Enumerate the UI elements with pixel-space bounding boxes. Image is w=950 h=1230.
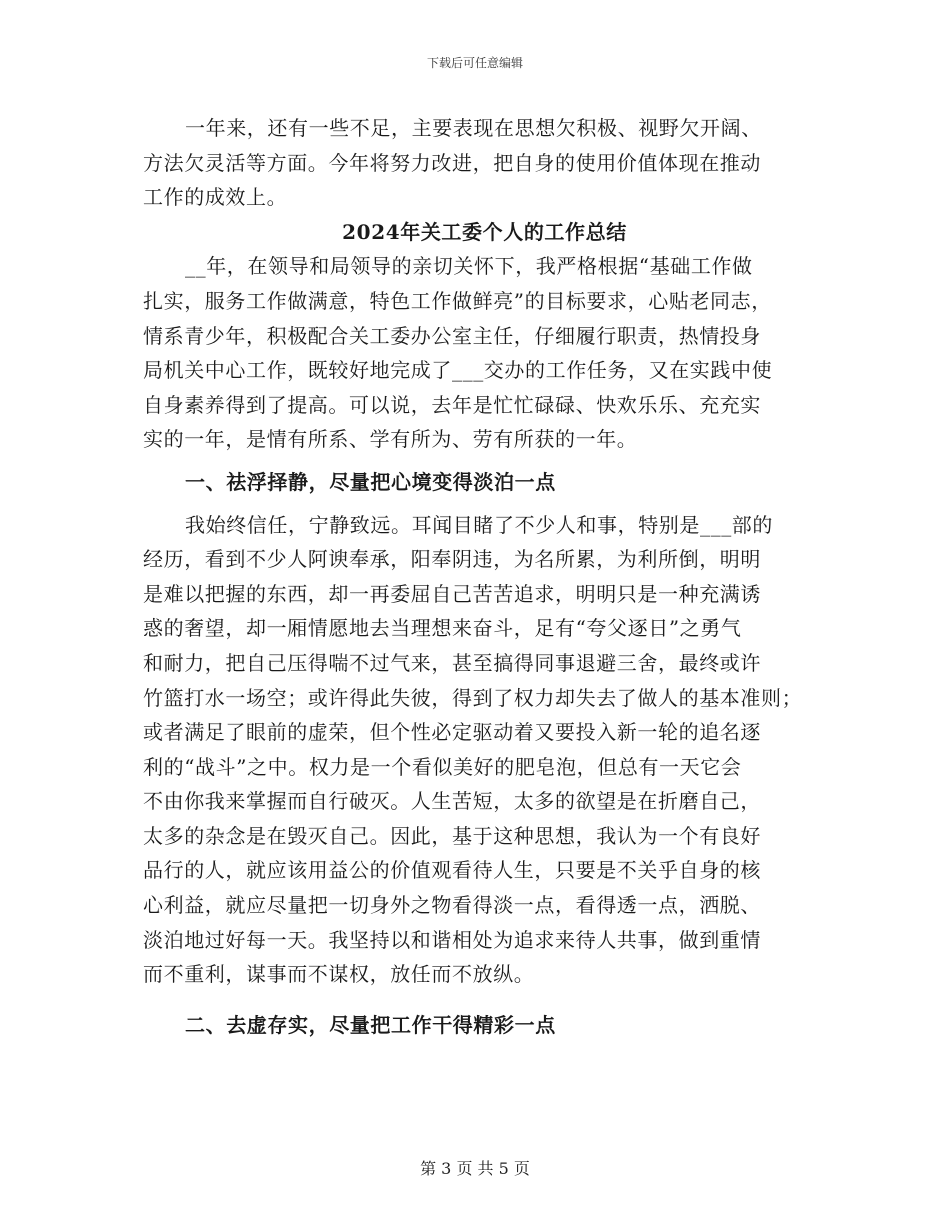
page-header-note: 下载后可任意编辑: [426, 56, 523, 70]
paragraph-line: 我始终信任，宁静致远。耳闻目睹了不少人和事，特别是___部的: [185, 512, 773, 537]
paragraph-line: 工作的成效上。: [143, 185, 288, 210]
opening-paragraph: [143, 249, 808, 457]
document-body: [143, 111, 808, 1042]
paragraph-line: 利的“战斗”之中。权力是一个看似美好的肥皂泡，但总有一天它会: [143, 754, 742, 779]
section1-paragraph: [143, 508, 808, 992]
paragraph-line: 扎实，服务工作做满意，特色工作做鲜亮”的目标要求，心贴老同志，: [143, 288, 772, 313]
paragraph-line: 而不重利，谋事而不谋权，放任而不放纵。: [143, 962, 535, 987]
paragraph-line: 竹篮打水一场空；或许得此失彼，得到了权力却失去了做人的基本准则；: [143, 685, 803, 710]
paragraph-line: 局机关中心工作，既较好地完成了___交办的工作任务，又在实践中使: [143, 358, 773, 383]
paragraph-line: 经历，看到不少人阿谀奉承，阳奉阴违，为名所累，为利所倒，明明: [143, 547, 761, 572]
paragraph-line: 品行的人，就应该用益公的价值观看待人生，只要是不关乎自身的核: [143, 858, 761, 883]
paragraph-line: 或者满足了眼前的虚荣，但个性必定驱动着又要投入新一轮的追名逐: [143, 720, 761, 745]
paragraph-line: 实的一年，是情有所系、学有所为、劳有所获的一年。: [143, 427, 638, 452]
paragraph-line: 不由你我来掌握而自行破灭。人生苦短，太多的欲望是在折磨自己，: [143, 789, 761, 814]
paragraph-line: 太多的杂念是在毁灭自己。因此，基于这种思想，我认为一个有良好: [143, 823, 761, 848]
paragraph-line: 是难以把握的东西，却一再委屈自己苦苦追求，明明只是一种充满诱: [143, 581, 761, 606]
document-title: 2024年关工委个人的工作总结: [342, 219, 627, 244]
paragraph-line: 淡泊地过好每一天。我坚持以和谐相处为追求来待人共事，做到重情: [143, 927, 761, 952]
paragraph-line: 惑的奢望，却一厢情愿地去当理想来奋斗，足有“夸父逐日”之勇气: [143, 616, 742, 641]
paragraph-line: 和耐力，把自己压得喘不过气来，甚至搞得同事退避三舍，最终或许: [143, 650, 761, 675]
paragraph-line: 情系青少年，积极配合关工委办公室主任，仔细履行职责，热情投身: [143, 323, 761, 348]
section-heading-2: 二、去虚存实，尽量把工作干得精彩一点: [185, 1012, 556, 1037]
paragraph-line: 心利益，就应尽量把一切身外之物看得淡一点，看得透一点，洒脱、: [143, 893, 761, 918]
paragraph-line: __年，在领导和局领导的亲切关怀下，我严格根据“基础工作做: [185, 254, 753, 279]
paragraph-line: 一年来，还有一些不足，主要表现在思想欠积极、视野欠开阔、: [185, 116, 762, 140]
paragraph-line: 自身素养得到了提高。可以说，去年是忙忙碌碌、快欢乐乐、充充实: [143, 392, 761, 417]
paragraph-line: 方法欠灵活等方面。今年将努力改进，把自身的使用价值体现在推动: [143, 150, 761, 175]
page-number: 第 3 页 共 5 页: [420, 1159, 530, 1178]
section-heading-1: 一、祛浮择静，尽量把心境变得淡泊一点: [185, 469, 556, 494]
intro-paragraph: [143, 111, 808, 215]
